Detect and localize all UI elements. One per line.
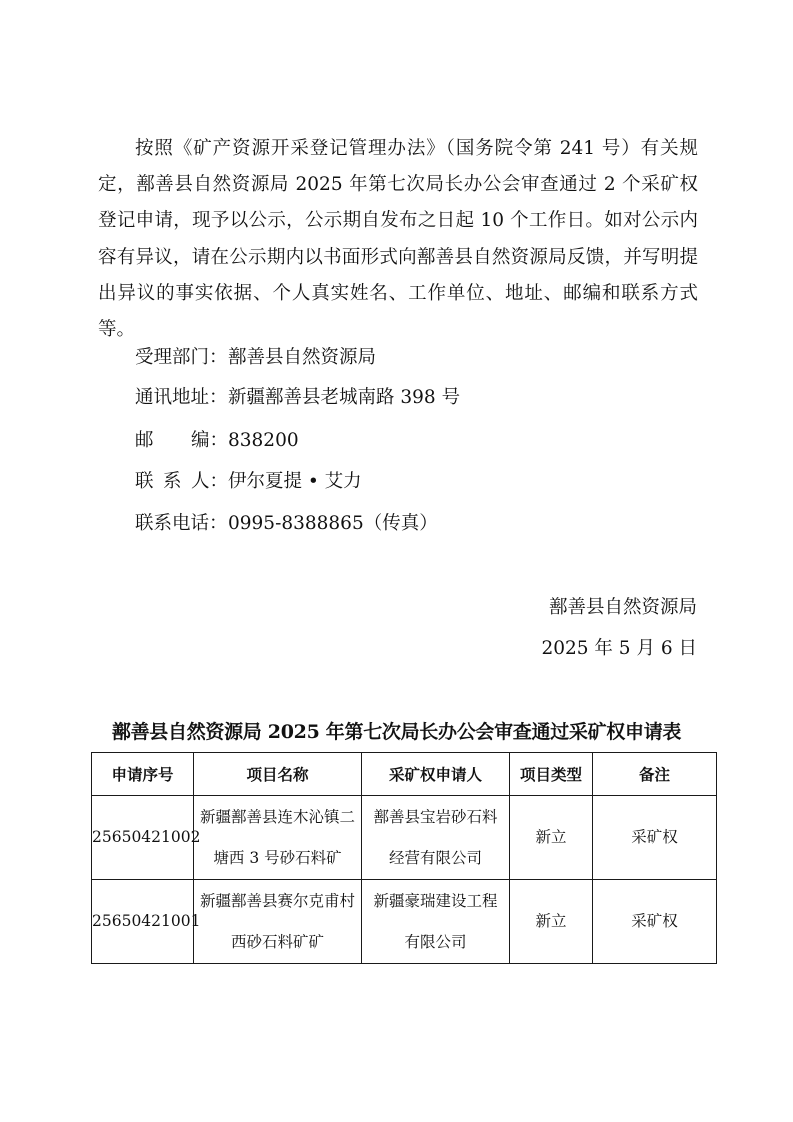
signature-org: 鄯善县自然资源局	[548, 597, 697, 618]
table-row	[92, 880, 717, 964]
header-project-type: 项目类型	[510, 753, 593, 796]
table-header-row	[92, 753, 717, 796]
cell-remarks: 采矿权	[593, 880, 717, 964]
header-project-name: 项目名称	[194, 753, 362, 796]
address-value: 新疆鄯善县老城南路 398 号	[228, 387, 461, 408]
header-application-no: 申请序号	[92, 753, 194, 796]
cell-applicant: 新疆豪瑞建设工程有限公司	[362, 880, 510, 964]
application-table	[91, 752, 717, 964]
cell-project-type: 新立	[510, 880, 593, 964]
cell-application-no: 25650421001	[92, 880, 194, 964]
phone-label: 联系电话：	[135, 513, 228, 534]
table-title: 鄯善县自然资源局 2025 年第七次局长办公会审查通过采矿权申请表	[111, 721, 682, 743]
department-line	[135, 346, 376, 370]
cell-remarks: 采矿权	[593, 796, 717, 880]
phone-value: 0995-8388865（传真）	[228, 513, 438, 534]
table-row	[92, 796, 717, 880]
cell-project-name: 新疆鄯善县连木沁镇二塘西 3 号砂石料矿	[194, 796, 362, 880]
phone-line	[135, 512, 438, 536]
header-remarks: 备注	[593, 753, 717, 796]
cell-project-type: 新立	[510, 796, 593, 880]
department-value: 鄯善县自然资源局	[228, 347, 377, 368]
contact-person-value: 伊尔夏提 • 艾力	[228, 471, 362, 492]
cell-project-name: 新疆鄯善县赛尔克甫村西砂石料矿矿	[194, 880, 362, 964]
cell-applicant: 鄯善县宝岩砂石料经营有限公司	[362, 796, 510, 880]
postcode-line	[135, 429, 299, 453]
notice-paragraph: 按照《矿产资源开采登记管理办法》（国务院令第 241 号）有关规定，鄯善县自然资源局 2025 年第七次局长办公会审查通过 2 个采矿权登记申请，现予以公示，公示期自发布之日起 10 个工作日。如对公示内容有异议，请在公示期内以书面形式向鄯善县自然资源局反馈，并写明提出异议的事实依据、个人真实姓名、工作单位、地址、邮编和联系方式等。	[98, 138, 698, 341]
address-line	[135, 386, 460, 410]
department-label: 受理部门：	[135, 347, 228, 368]
cell-application-no: 25650421002	[92, 796, 194, 880]
contact-person-line	[135, 470, 362, 494]
contact-person-label: 联 系 人：	[135, 471, 228, 492]
postcode-label: 邮 编：	[135, 430, 228, 451]
address-label: 通讯地址：	[135, 387, 228, 408]
signature-date: 2025 年 5 月 6 日	[541, 638, 697, 659]
header-applicant: 采矿权申请人	[362, 753, 510, 796]
postcode-value: 838200	[228, 430, 299, 451]
